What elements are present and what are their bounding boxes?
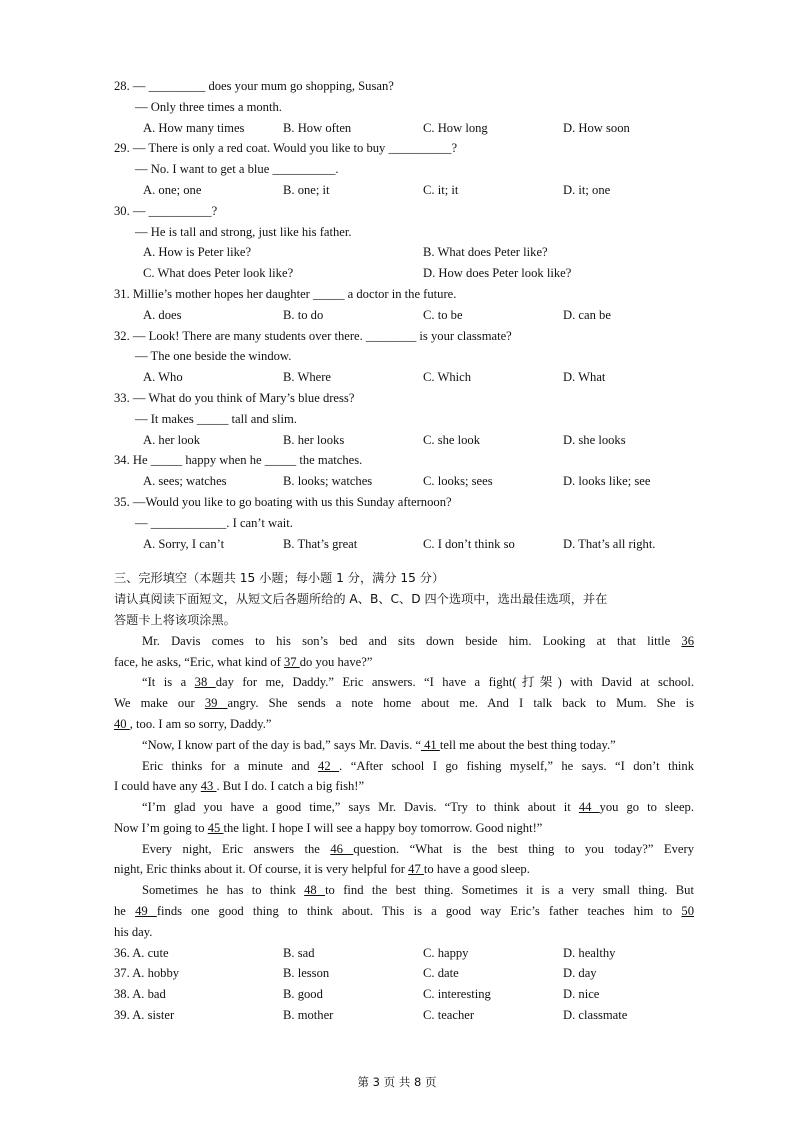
passage-line xyxy=(114,859,694,880)
option-a[interactable]: A. Who xyxy=(143,370,183,385)
passage-text: , too. I am so sorry, Daddy.” xyxy=(129,716,272,731)
question-29-stem: 29. — There is only a red coat. Would you like to buy __________? xyxy=(114,141,458,156)
option-c[interactable]: C. interesting xyxy=(423,987,491,1002)
option-b[interactable]: B. What does Peter like? xyxy=(423,245,548,260)
passage-text: “Now, I know part of the day is bad,” says Mr. Davis. “ xyxy=(142,737,421,752)
passage-text: . “After school I go fishing myself,” he says. “I don’t think xyxy=(339,758,695,773)
passage-text: Every night, Eric answers the xyxy=(142,841,331,856)
option-a[interactable]: 39. A. sister xyxy=(114,1008,175,1023)
passage-text: you go to sleep. xyxy=(599,800,694,815)
passage-text: Sometimes he has to think xyxy=(142,883,305,898)
blank-41[interactable]: 41 xyxy=(420,737,440,752)
passage-line xyxy=(114,880,694,901)
passage-text: question. “What is the best thing to you today?” Every xyxy=(353,841,694,856)
option-d[interactable]: D. she looks xyxy=(563,432,626,447)
passage-text: “It is a xyxy=(142,675,195,690)
passage-line xyxy=(114,735,694,756)
passage-text: day for me, Daddy.” Eric answers. “I have a fight(打架) with David at school. xyxy=(215,675,695,690)
question-32-reply: — The one beside the window. xyxy=(135,349,292,364)
option-d[interactable]: D. nice xyxy=(563,987,600,1002)
exam-page xyxy=(114,76,694,1026)
blank-39[interactable]: 39 xyxy=(204,696,228,711)
option-c[interactable]: C. Which xyxy=(423,370,472,385)
blank-36[interactable]: 36 xyxy=(681,633,694,648)
question-32-options xyxy=(114,367,694,388)
option-b[interactable]: B. mother xyxy=(283,1008,334,1023)
blank-46[interactable]: 46 xyxy=(330,841,354,856)
question-30-options-row2 xyxy=(114,263,694,284)
passage-line xyxy=(114,818,694,839)
option-a[interactable]: A. How is Peter like? xyxy=(143,245,252,260)
passage-text: . But I do. I catch a big fish!” xyxy=(216,779,365,794)
passage-text: finds one good thing to think about. This is a good way Eric’s father teaches him to xyxy=(156,904,682,919)
question-35-options xyxy=(114,534,694,555)
option-a[interactable]: A. Sorry, I can’t xyxy=(143,536,225,551)
passage-line xyxy=(114,901,694,922)
option-b[interactable]: B. That’s great xyxy=(283,536,358,551)
option-d[interactable]: D. healthy xyxy=(563,945,616,960)
question-33-stem: 33. — What do you think of Mary’s blue dress? xyxy=(114,390,355,405)
question-30-stem: 30. — __________? xyxy=(114,203,218,218)
option-b[interactable]: B. to do xyxy=(283,307,324,322)
option-a[interactable]: A. How many times xyxy=(143,120,245,135)
section-3-title: 三、完形填空（本题共 15 小题；每小题 1 分，满分 15 分） xyxy=(114,571,445,586)
passage-text: do you have?” xyxy=(299,654,373,669)
passage-line xyxy=(114,631,694,652)
passage-text: angry. She sends a note home about me. And I talk back to Mum. She is xyxy=(227,696,694,711)
option-b[interactable]: B. sad xyxy=(283,945,315,960)
blank-49[interactable]: 49 xyxy=(135,904,157,919)
question-28-stem: 28. — _________ does your mum go shopping, Susan? xyxy=(114,79,394,93)
option-c[interactable]: C. she look xyxy=(423,432,481,447)
passage-text: I could have any xyxy=(114,779,201,794)
blank-45[interactable]: 45 xyxy=(207,820,224,835)
passage-line xyxy=(114,797,694,818)
option-c[interactable]: C. happy xyxy=(423,945,469,960)
passage-text: to find the best thing. Sometimes it is a very small thing. But xyxy=(325,883,694,898)
passage-line xyxy=(114,839,694,860)
passage-text: face, he asks, “Eric, what kind of xyxy=(114,654,284,669)
question-28-options xyxy=(114,118,694,139)
question-34-stem: 34. He _____ happy when he _____ the matches. xyxy=(114,453,363,468)
passage-line xyxy=(114,776,694,797)
option-a[interactable]: 36. A. cute xyxy=(114,945,169,960)
question-35-reply: — ____________. I can’t wait. xyxy=(135,515,293,530)
blank-47[interactable]: 47 xyxy=(408,862,424,877)
section-3-instruction-2: 答题卡上将该项涂黑。 xyxy=(114,612,236,627)
passage-text: Eric thinks for a minute and xyxy=(142,758,319,773)
passage-text: night, Eric thinks about it. Of course, it is very helpful for xyxy=(114,862,409,877)
cloze-39-options xyxy=(114,1005,694,1026)
passage-line: his day. xyxy=(114,924,153,939)
option-a[interactable]: A. does xyxy=(143,307,182,322)
blank-42[interactable]: 42 xyxy=(318,758,340,773)
question-30-options-row1 xyxy=(114,242,694,263)
passage-text: the light. I hope I will see a happy boy tomorrow. Good night!” xyxy=(223,820,543,835)
question-32-stem: 32. — Look! There are many students over there. ________ is your classmate? xyxy=(114,328,512,343)
passage-text: tell me about the best thing today.” xyxy=(439,737,616,752)
blank-43[interactable]: 43 xyxy=(200,779,217,794)
passage-line xyxy=(114,693,694,714)
blank-37[interactable]: 37 xyxy=(283,654,300,669)
passage-line xyxy=(114,672,694,693)
option-b[interactable]: B. her looks xyxy=(283,432,345,447)
passage-line xyxy=(114,652,694,673)
option-d[interactable]: D. can be xyxy=(563,307,611,322)
option-b[interactable]: B. looks; watches xyxy=(283,474,373,489)
option-d[interactable]: D. it; one xyxy=(563,182,611,197)
option-a[interactable]: A. sees; watches xyxy=(143,474,227,489)
option-b[interactable]: B. good xyxy=(283,987,323,1002)
question-33-options xyxy=(114,430,694,451)
option-b[interactable]: B. one; it xyxy=(283,182,330,197)
passage-text: “I’m glad you have a good time,” says Mr. Davis. “Try to think about it xyxy=(142,800,579,815)
option-b[interactable]: B. lesson xyxy=(283,966,330,981)
passage-text: Mr. Davis comes to his son’s bed and sits down beside him. Looking at that little xyxy=(142,633,682,648)
option-a[interactable]: A. her look xyxy=(143,432,201,447)
question-33-reply: — It makes _____ tall and slim. xyxy=(135,411,297,426)
blank-38[interactable]: 38 xyxy=(194,675,216,690)
question-31-options xyxy=(114,305,694,326)
section-3-instruction-1: 请认真阅读下面短文，从短文后各题所给的 A、B、C、D 四个选项中，选出最佳选项，并在 xyxy=(114,592,608,607)
option-c[interactable]: C. date xyxy=(423,966,459,981)
option-c[interactable]: C. How long xyxy=(423,120,488,135)
cloze-36-options xyxy=(114,943,694,964)
option-d[interactable]: D. classmate xyxy=(563,1008,628,1023)
option-d[interactable]: D. How soon xyxy=(563,120,630,135)
option-c[interactable]: C. teacher xyxy=(423,1008,475,1023)
option-c[interactable]: C. What does Peter look like? xyxy=(143,266,294,281)
blank-40[interactable]: 40 xyxy=(114,716,130,731)
question-29-reply: — No. I want to get a blue __________. xyxy=(135,162,339,177)
option-a[interactable]: 38. A. bad xyxy=(114,987,166,1002)
option-b[interactable]: B. Where xyxy=(283,370,332,385)
question-35-stem: 35. —Would you like to go boating with us this Sunday afternoon? xyxy=(114,494,452,509)
option-d[interactable]: D. day xyxy=(563,966,597,981)
option-c[interactable]: C. it; it xyxy=(423,182,459,197)
question-34-options xyxy=(114,471,694,492)
question-28-reply: — Only three times a month. xyxy=(135,99,282,114)
option-b[interactable]: B. How often xyxy=(283,120,352,135)
option-a[interactable]: A. one; one xyxy=(143,182,202,197)
passage-line xyxy=(114,756,694,777)
page-number: 第 3 页 共 8 页 xyxy=(357,1075,437,1089)
question-29-options xyxy=(114,180,694,201)
cloze-37-options xyxy=(114,963,694,984)
option-c[interactable]: C. to be xyxy=(423,307,463,322)
cloze-38-options xyxy=(114,984,694,1005)
blank-44[interactable]: 44 xyxy=(578,800,600,815)
question-31-stem: 31. Millie’s mother hopes her daughter _____ a doctor in the future. xyxy=(114,286,457,301)
option-d[interactable]: D. How does Peter look like? xyxy=(423,266,572,281)
passage-text: he xyxy=(114,904,136,919)
option-a[interactable]: 37. A. hobby xyxy=(114,966,180,981)
option-d[interactable]: D. looks like; see xyxy=(563,474,651,489)
blank-50[interactable]: 50 xyxy=(681,904,694,919)
option-d[interactable]: D. What xyxy=(563,370,606,385)
option-d[interactable]: D. That’s all right. xyxy=(563,536,656,551)
blank-48[interactable]: 48 xyxy=(304,883,326,898)
passage-text: Now I’m going to xyxy=(114,820,208,835)
passage-text: We make our xyxy=(114,696,205,711)
passage-line xyxy=(114,714,694,735)
question-30-reply: — He is tall and strong, just like his father. xyxy=(135,224,352,239)
passage-text: to have a good sleep. xyxy=(423,862,530,877)
option-c[interactable]: C. I don’t think so xyxy=(423,536,515,551)
option-c[interactable]: C. looks; sees xyxy=(423,474,493,489)
